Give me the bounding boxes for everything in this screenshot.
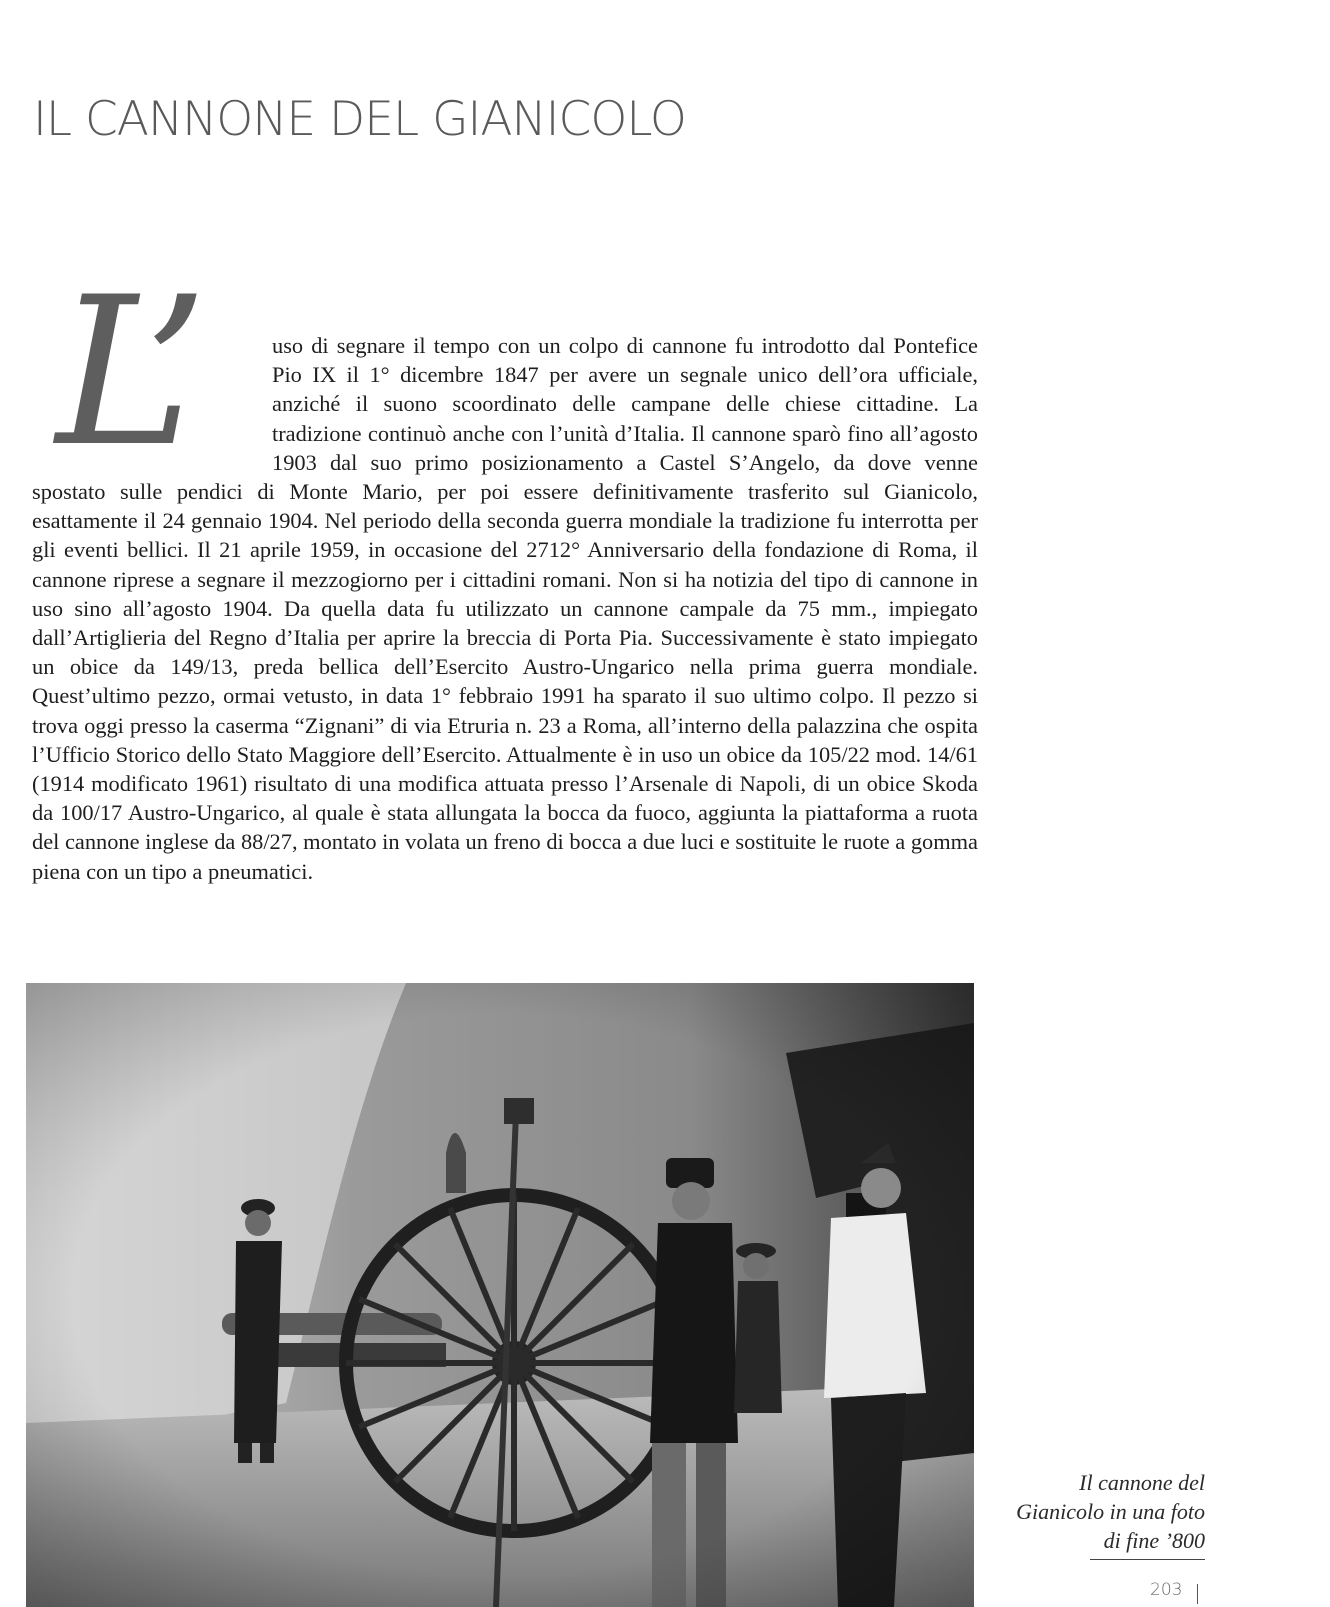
page-number: 203	[1150, 1580, 1183, 1600]
photo-caption	[985, 1468, 1205, 1555]
caption-line-2: Gianicolo in una foto	[1016, 1499, 1205, 1524]
caption-line-3: di fine ’800	[1103, 1528, 1205, 1553]
caption-divider	[1090, 1559, 1205, 1560]
cannon-photo	[26, 983, 974, 1607]
drop-cap-letter: L’	[56, 285, 209, 465]
page-number-divider	[1197, 1584, 1198, 1604]
article-body	[32, 331, 978, 886]
article-text: uso di segnare il tempo con un colpo di cannone fu introdotto dal Pontefice Pio IX il 1° dicembre 1847 per avere un segnale unico dell’ora ufficiale, anziché il suono scoordinato delle campane delle chiese cittadine. La tradizione continuò anche con l’unità d’Italia. Il cannone sparò fino all’agosto 1903 dal suo primo posizionamento a Castel S’Angelo, da dove venne spostato sulle pendici di Monte Mario, per poi essere definitivamente trasferito sul Gianicolo, esattamente il 24 gennaio 1904. Nel periodo della seconda guerra mondiale la tradizione fu interrotta per gli eventi bellici. Il 21 aprile 1959, in occasione del 2712° Anniversario della fondazione di Roma, il cannone riprese a segnare il mezzogiorno per i cittadini romani. Non si ha notizia del tipo di cannone in uso sino all’agosto 1904. Da quella data fu utilizzato un cannone campale da 75 mm., impiegato dall’Artiglieria del Regno d’Italia per aprire la breccia di Porta Pia. Successivamente è stato impiegato un obice da 149/13, preda bellica dell’Esercito Austro-Ungarico nella prima guerra mondiale. Quest’ultimo pezzo, ormai vetusto, in data 1° febbraio 1991 ha sparato il suo ultimo colpo. Il pezzo si trova oggi presso la caserma “Zignani” di via Etruria n. 23 a Roma, all’interno della palazzina che ospita l’Ufficio Storico dello Stato Maggiore dell’Esercito. Attualmente è in uso un obice da 105/22 mod. 14/61 (1914 modificato 1961) risultato di una modifica attuata presso l’Arsenale di Napoli, di un obice Skoda da 100/17 Austro-Ungarico, al quale è stata allungata la bocca da fuoco, aggiunta la piattaforma a ruota del cannone inglese da 88/27, montato in volata un freno di bocca a due luci e sostituite le ruote a gomma piena con un tipo a pneumatici.	[32, 333, 978, 884]
drop-cap-spacer	[32, 331, 272, 477]
page-title: IL CANNONE DEL GIANICOLO	[33, 92, 686, 147]
caption-line-1: Il cannone del	[1079, 1470, 1205, 1495]
